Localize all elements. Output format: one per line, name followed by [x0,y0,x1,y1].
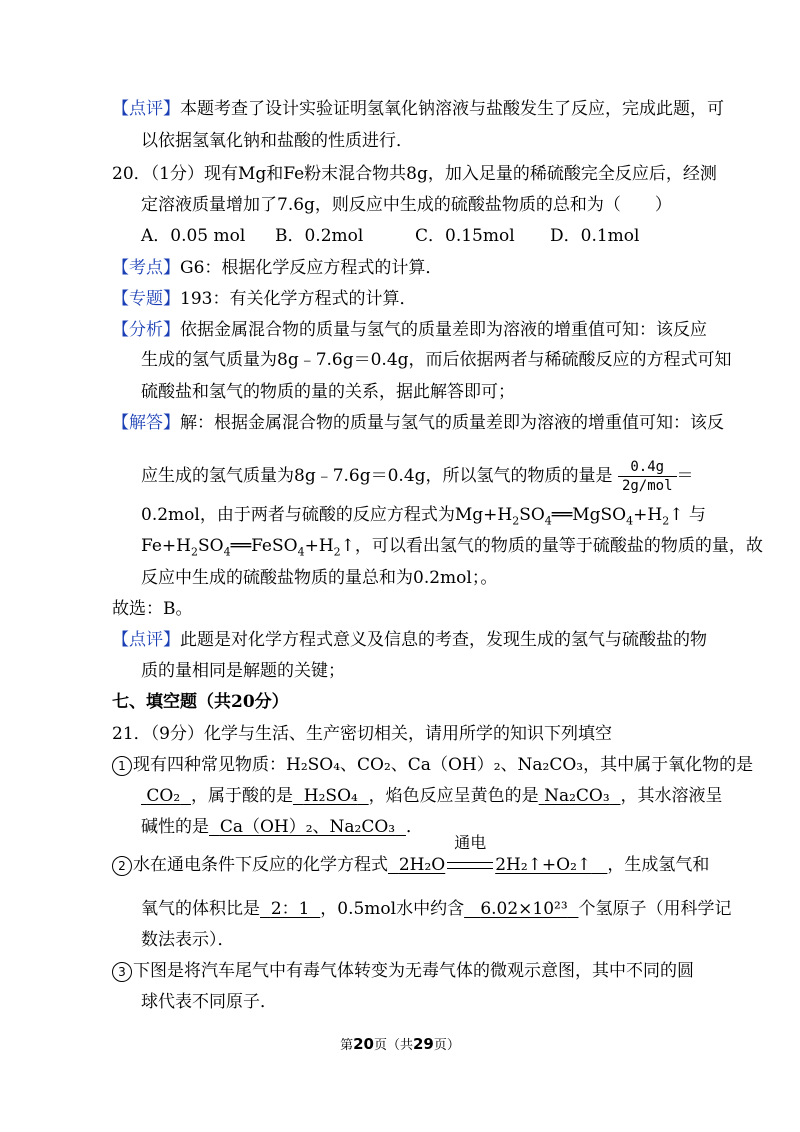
blank-answer-yellow-flame: Na₂CO₃ [544,786,610,806]
review-tag: 【点评】 [112,99,180,119]
page-total: 29 [413,1035,434,1053]
review2-line-2: 质的量相同是解题的关键； [141,661,345,681]
fraction-denominator: 2g/mol [621,478,673,494]
blank-answer-oxide: CO₂ [146,786,181,806]
blank-answer-acid: H₂SO₄ [303,786,358,806]
review2-tag: 【点评】 [112,630,180,650]
fenxi-line-2: 生成的氢气质量为8g﹣7.6g＝0.4g，而后依据两者与稀硫酸反应的方程式可知 [141,350,732,370]
review2-line-1: 【点评】此题是对化学方程式意义及信息的考查，发现生成的氢气与硫酸盐的物 [112,630,707,650]
answer-line: 故选：B。 [112,599,193,619]
fenxi-tag: 【分析】 [112,320,180,340]
circled-number-3: 3 [112,962,132,982]
review-line-2: 以依据氢氧化钠和盐酸的性质进行． [141,131,413,151]
reaction-condition: 通电 [445,853,495,877]
q21-part2-line-3: 数法表示）． [141,930,235,950]
fenxi-line-1: 【分析】依据金属混合物的质量与氢气的质量差即为溶液的增重值可知：该反应 [112,320,707,340]
fraction [618,458,677,495]
blank-answer-atom-count: 6.02×10²³ [480,899,568,919]
jieda-tag: 【解答】 [112,413,180,433]
jieda-line-1: 【解答】解：根据金属混合物的质量与氢气的质量差即为溶液的增重值可知：该反 [112,413,724,433]
q21-part3-line-2: 球代表不同原子． [141,992,277,1012]
q21-part1-line-1: 1 现有四种常见物质：H₂SO₄、CO₂、Ca（OH）₂、Na₂CO₃，其中属于氧化物的是 [112,753,753,777]
jieda-line-2: 应生成的氢气质量为8g﹣7.6g＝0.4g，所以氢气的物质的量是 $\frac{0.4g}{\text{2g/mol}}$ ＝ [141,459,694,494]
page-footer: 第20页（共29页） [340,1035,460,1053]
question-20-option-c: C．0.15mol [415,226,515,246]
blank-answer-equation: 2H₂O 通电 2H₂↑+O₂↑ [398,833,592,875]
q21-part1-line-2: CO₂ ，属于酸的是 H₂SO₄ ，焰色反应呈黄色的是 Na₂CO₃ ，其水溶液呈 [141,784,722,808]
jieda-line-3: 0.2mol，由于两者与硫酸的反应方程式为$Mg+H_2SO_4══MgSO_4+H_2↑$ 与 [141,505,706,528]
circled-number-1: 1 [112,756,132,776]
review-line-1: 【点评】本题考查了设计实验证明氢氧化钠溶液与盐酸发生了反应，完成此题，可 [112,99,724,119]
jieda-line-4: $Fe+H_2SO_4══FeSO_4+H_2↑$，可以看出氢气的物质的量等于硫酸盐的物质的量，故 [141,536,763,559]
jieda-line-5: 反应中生成的硫酸盐物质的量总和为0.2mol；。 [141,568,498,588]
q21-part2-line-2: 氧气的体积比是 2：1 ，0.5mol水中约含 6.02×10²³ 个氢原子（用科学记 [141,899,732,919]
section-title: 七、填空题（共20分） [112,692,289,712]
q21-part2-line-1: 2 水在通电条件下反应的化学方程式 2H₂O 通电 2H₂↑+O₂↑ ，生成氢气和 [112,853,709,877]
q21-part1-line-3: 碱性的是 Ca（OH）₂、Na₂CO₃ ． [141,817,423,837]
circled-number-2: 2 [112,856,132,876]
question-20-option-d: D．0.1mol [550,226,640,246]
zhuanti-line: 【专题】193：有关化学方程式的计算． [112,289,417,309]
fraction-numerator: 0.4g [618,458,677,477]
kaodian-tag: 【考点】 [112,258,180,278]
question-20-line-2: 定溶液质量增加了7.6g，则反应中生成的硫酸盐物质的总和为（ ） [141,195,672,215]
question-21-intro: 21．（9分）化学与生活、生产密切相关，请用所学的知识下列填空 [112,724,612,744]
zhuanti-tag: 【专题】 [112,289,180,309]
fenxi-line-3: 硫酸盐和氢气的物质的量的关系，据此解答即可； [141,382,515,402]
q21-part3-line-1: 3 下图是将汽车尾气中有毒气体转变为无毒气体的微观示意图，其中不同的圆 [112,959,694,983]
blank-answer-ratio: 2：1 [270,899,310,919]
kaodian-line: 【考点】G6：根据化学反应方程式的计算． [112,258,443,278]
question-20-line-1: 20．（1分）现有Mg和Fe粉末混合物共8g，加入足量的稀硫酸完全反应后，经测 [112,164,717,184]
question-20-option-a: A．0.05 mol [141,226,246,246]
question-20-option-b: B．0.2mol [275,226,364,246]
page-number: 20 [353,1035,374,1053]
blank-answer-basic: Ca（OH）₂、Na₂CO₃ [219,817,396,837]
